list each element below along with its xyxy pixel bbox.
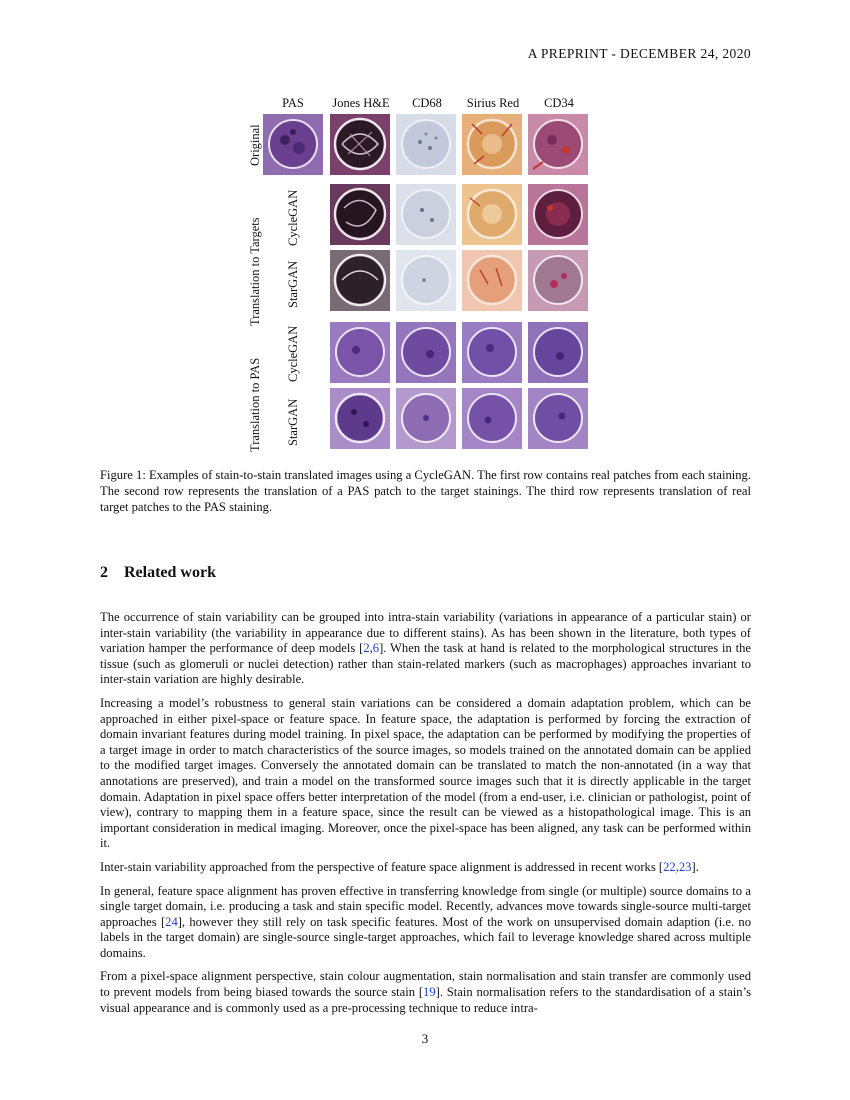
running-header: A PREPRINT - DECEMBER 24, 2020 xyxy=(527,46,751,61)
row-label-cyclegan-targets: CycleGAN xyxy=(286,189,300,246)
paragraph-3-text-b: ]. xyxy=(691,859,699,874)
group-label-original: Original xyxy=(248,124,262,166)
tile-cyclegan-pas-cd68 xyxy=(396,322,456,383)
column-label-jones: Jones H&E xyxy=(332,96,390,110)
figure-1 xyxy=(246,96,596,456)
tile-cyclegan-target-sirius-red xyxy=(462,184,522,245)
tile-stargan-target-cd34 xyxy=(528,250,588,311)
citation-link[interactable]: 22,23 xyxy=(663,859,692,874)
section-heading xyxy=(100,564,216,582)
paragraph-5-text-a: From a pixel-space alignment perspective, stain colour augmentation, stain normalisation and stain transfer are commonly used to prevent models from being biased towards the source stain [ xyxy=(100,969,751,1000)
group-label-translation-to-targets: Translation to Targets xyxy=(248,217,262,326)
column-label-pas: PAS xyxy=(282,96,304,110)
group-label-translation-to-pas: Translation to PAS xyxy=(248,357,262,452)
paragraph-2: Increasing a model’s robustness to general stain variations can be considered a domain adaptation problem, which can be approached in either pixel-space or feature space. In feature space, the adaptation is performed by forcing the extraction of domain invariant features during model training. In pixel space, the adaptation can be performed by modifying the properties of a target image in order to match characteristics of the source images, so models trained on the annotated domain can be applied to the modified target images. Conversely the annotated domain can be translated to match the non-annotated (in a way that annotations are preserved), and train a model on the transformed source images such that it is directly applicable in the target domain. Adaptation in pixel space offers better interpretation of the model (from a end-user, i.e. clinician or pathologist, point of view), contrary to mapping them in a feature space, since the result can be viewed as a histopathological image. This is an important consideration in medical imaging. Moreover, once the pixel-space has been aligned, any task can be performed within it. xyxy=(100,695,751,851)
tile-stargan-pas-sirius-red xyxy=(462,388,522,449)
column-label-sirius-red: Sirius Red xyxy=(466,96,520,110)
tile-original-cd34 xyxy=(528,114,588,175)
body-text xyxy=(100,610,751,1024)
paragraph-4 xyxy=(100,884,751,962)
tile-original-jones xyxy=(330,114,390,175)
paragraph-1 xyxy=(100,610,751,688)
citation-link[interactable]: 24 xyxy=(165,914,178,929)
tile-cyclegan-pas-sirius-red xyxy=(462,322,522,383)
paragraph-3-text-a: Inter-stain variability approached from the perspective of feature space alignment is addressed in recent works [ xyxy=(100,859,664,874)
tile-cyclegan-pas-jones xyxy=(330,322,390,383)
tile-original-pas xyxy=(263,114,323,175)
column-label-cd34: CD34 xyxy=(544,96,574,110)
tile-stargan-target-cd68 xyxy=(396,250,456,311)
tile-stargan-pas-cd68 xyxy=(396,388,456,449)
citation-separator: , xyxy=(369,641,373,656)
tile-original-cd68 xyxy=(396,114,456,175)
row-label-stargan-targets: StarGAN xyxy=(286,260,300,308)
tile-original-sirius-red xyxy=(462,114,522,175)
tile-cyclegan-pas-cd34 xyxy=(528,322,588,383)
tile-cyclegan-target-cd34 xyxy=(528,184,588,245)
citation-link[interactable]: 6 xyxy=(372,641,380,656)
figure-caption: Figure 1: Examples of stain-to-stain translated images using a CycleGAN. The first row contains real patches from each staining. The second row represents the translation of a PAS patch to the target stainings. The third row represents translation of real target patches to the PAS staining. xyxy=(100,468,751,514)
tile-cyclegan-target-cd68 xyxy=(396,184,456,245)
row-label-cyclegan-pas: CycleGAN xyxy=(286,325,300,382)
section-title: Related work xyxy=(124,564,216,581)
paragraph-4-text-a: In general, feature space alignment has proven effective in transferring knowledge from single (or multiple) source domains to a single target domain, i.e. producing a task and stain specific model. Recently, advances move towards single-source multi-target approaches [ xyxy=(100,883,751,929)
tile-stargan-pas-jones xyxy=(330,388,390,449)
row-label-stargan-pas: StarGAN xyxy=(286,398,300,446)
paragraph-1-text-a: The occurrence of stain variability can be grouped into intra-stain variability (variations in appearance of a particular stain) or inter-stain variability (the variability in appearance due to different stains). As has been shown in the literature, both types of variation hamper the performance of deep models [ xyxy=(100,610,751,656)
tile-stargan-target-sirius-red xyxy=(462,250,522,311)
section-number: 2 xyxy=(100,564,108,581)
citation-link[interactable]: 19 xyxy=(423,985,436,1000)
citation-link[interactable]: 2 xyxy=(363,641,370,656)
paragraph-5 xyxy=(100,969,751,1016)
tile-stargan-pas-cd34 xyxy=(528,388,588,449)
column-label-cd68: CD68 xyxy=(412,96,442,110)
paragraph-1-text-b: ]. When the task at hand is related to the morphological structures in the tissue (such as glomeruli or nuclei detection) rather than stain-related markers (such as macrophages) approaches invariant to inter-stain variation are highly desirable. xyxy=(100,641,751,687)
paragraph-5-text-b: ]. Stain normalisation refers to the standardisation of a stain’s visual appearance and is commonly used as a pre-processing technique to reduce intra- xyxy=(100,985,751,1015)
tile-cyclegan-target-jones xyxy=(330,184,390,245)
page-number: 3 xyxy=(421,1031,429,1046)
tile-stargan-target-jones xyxy=(330,250,390,311)
paragraph-3 xyxy=(100,860,751,876)
paragraph-4-text-b: ], however they still rely on task specific features. Most of the work on unsupervised domain adaption (i.e. no labels in the target domain) are single-source single-target approaches, which fail to leverage knowledge shared across multiple domains. xyxy=(100,914,752,960)
